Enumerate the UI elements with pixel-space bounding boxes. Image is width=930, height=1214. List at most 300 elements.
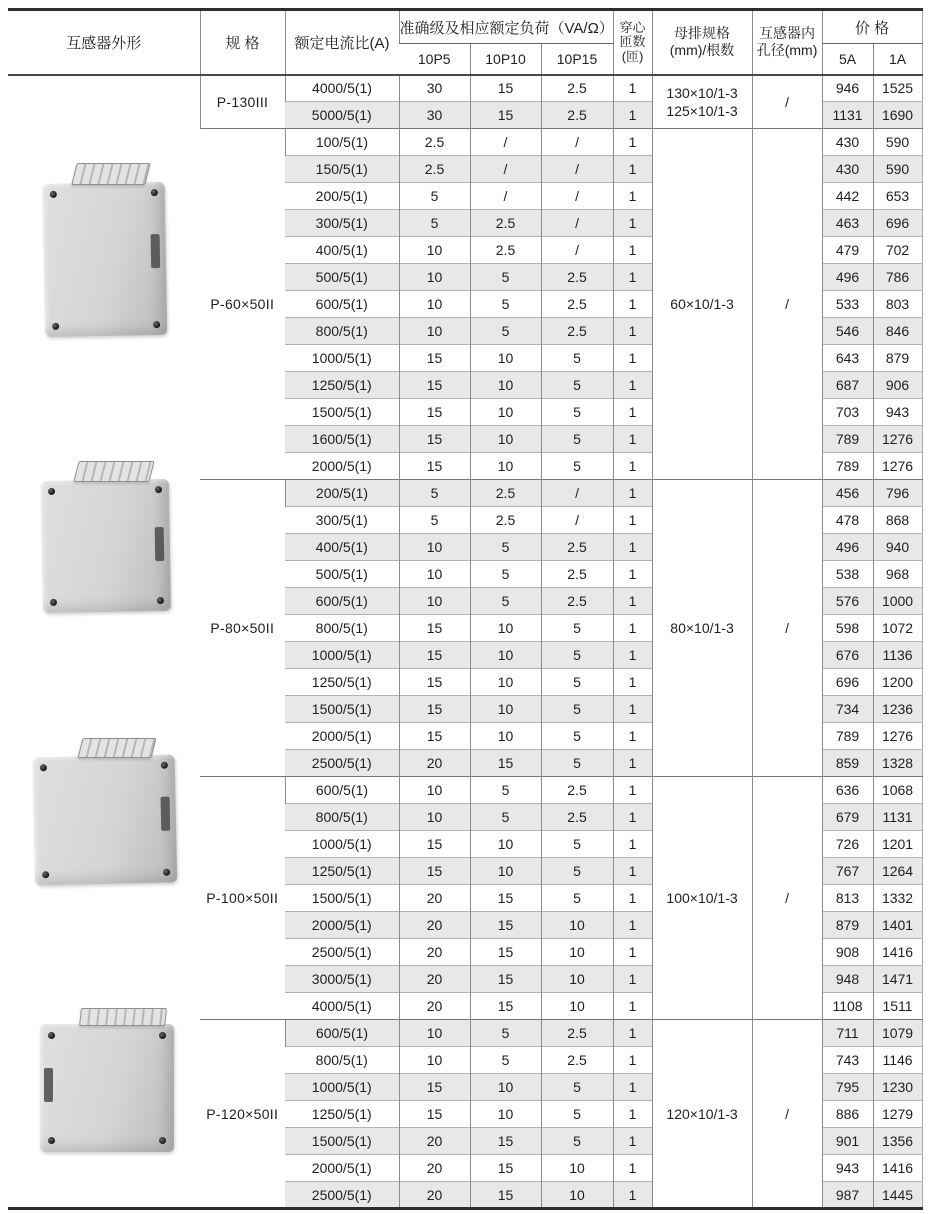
turns-cell: 1 bbox=[613, 1020, 652, 1047]
burden-10p10-cell: 15 bbox=[470, 1155, 541, 1182]
price-1a-cell: 796 bbox=[873, 480, 922, 507]
ratio-cell: 400/5(1) bbox=[285, 237, 399, 264]
price-5a-cell: 496 bbox=[822, 534, 873, 561]
burden-10p5-cell: 15 bbox=[399, 1074, 470, 1101]
burden-10p10-cell: 5 bbox=[470, 561, 541, 588]
spec-cell: P-100×50II bbox=[200, 777, 285, 1020]
burden-10p5-cell: 15 bbox=[399, 426, 470, 453]
ratio-cell: 150/5(1) bbox=[285, 156, 399, 183]
burden-10p15-cell: / bbox=[541, 210, 613, 237]
screw-icon bbox=[163, 868, 170, 875]
burden-10p5-cell: 20 bbox=[399, 885, 470, 912]
bore-cell: / bbox=[752, 777, 822, 1020]
price-1a-cell: 1079 bbox=[873, 1020, 922, 1047]
price-5a-cell: 987 bbox=[822, 1182, 873, 1209]
price-5a-cell: 430 bbox=[822, 129, 873, 156]
burden-10p10-cell: 10 bbox=[470, 615, 541, 642]
col-header-busbar bbox=[652, 10, 752, 75]
burden-10p10-cell: 15 bbox=[470, 939, 541, 966]
turns-cell: 1 bbox=[613, 1101, 652, 1128]
burden-10p5-cell: 15 bbox=[399, 1101, 470, 1128]
burden-10p5-cell: 5 bbox=[399, 480, 470, 507]
screw-icon bbox=[50, 598, 57, 605]
turns-cell: 1 bbox=[613, 858, 652, 885]
burden-10p10-cell: 5 bbox=[470, 264, 541, 291]
price-1a-cell: 1511 bbox=[873, 993, 922, 1020]
col-header-turns-line2: 匝数 bbox=[619, 34, 646, 49]
bore-cell: / bbox=[752, 1020, 822, 1209]
burden-10p5-cell: 15 bbox=[399, 615, 470, 642]
ratio-cell: 1000/5(1) bbox=[285, 642, 399, 669]
ratio-cell: 800/5(1) bbox=[285, 804, 399, 831]
screw-icon bbox=[155, 486, 162, 493]
turns-cell: 1 bbox=[613, 966, 652, 993]
turns-cell: 1 bbox=[613, 534, 652, 561]
col-header-price-group: 价 格 bbox=[822, 10, 922, 44]
screw-icon bbox=[52, 322, 59, 329]
price-1a-cell: 1416 bbox=[873, 1155, 922, 1182]
col-header-turns-line1: 穿心 bbox=[619, 19, 646, 35]
bore-cell: / bbox=[752, 129, 822, 480]
screw-icon bbox=[159, 1137, 166, 1144]
ratio-cell: 600/5(1) bbox=[285, 1020, 399, 1047]
burden-10p5-cell: 10 bbox=[399, 561, 470, 588]
price-1a-cell: 1236 bbox=[873, 696, 922, 723]
busbar-cell bbox=[652, 777, 752, 1020]
price-1a-cell: 1401 bbox=[873, 912, 922, 939]
price-5a-cell: 813 bbox=[822, 885, 873, 912]
burden-10p15-cell: 10 bbox=[541, 939, 613, 966]
ratio-cell: 4000/5(1) bbox=[285, 993, 399, 1020]
price-1a-cell: 1146 bbox=[873, 1047, 922, 1074]
burden-10p15-cell: 2.5 bbox=[541, 534, 613, 561]
ratio-cell: 200/5(1) bbox=[285, 183, 399, 210]
ratio-cell: 100/5(1) bbox=[285, 129, 399, 156]
burden-10p10-cell: 5 bbox=[470, 588, 541, 615]
side-label-icon bbox=[161, 796, 171, 830]
ratio-cell: 1250/5(1) bbox=[285, 372, 399, 399]
ratio-cell: 800/5(1) bbox=[285, 318, 399, 345]
ratio-cell: 5000/5(1) bbox=[285, 102, 399, 129]
price-5a-cell: 734 bbox=[822, 696, 873, 723]
price-1a-cell: 1072 bbox=[873, 615, 922, 642]
turns-cell: 1 bbox=[613, 75, 652, 102]
busbar-cell bbox=[652, 75, 752, 129]
turns-cell: 1 bbox=[613, 885, 652, 912]
turns-cell: 1 bbox=[613, 1128, 652, 1155]
price-5a-cell: 456 bbox=[822, 480, 873, 507]
busbar-line: 125×10/1-3 bbox=[666, 102, 738, 119]
terminal-block-icon bbox=[71, 163, 150, 185]
price-5a-cell: 908 bbox=[822, 939, 873, 966]
price-1a-cell: 1525 bbox=[873, 75, 922, 102]
turns-cell: 1 bbox=[613, 642, 652, 669]
busbar-cell bbox=[652, 480, 752, 777]
side-label-icon bbox=[155, 526, 165, 560]
price-5a-cell: 886 bbox=[822, 1101, 873, 1128]
price-5a-cell: 943 bbox=[822, 1155, 873, 1182]
price-1a-cell: 1445 bbox=[873, 1182, 922, 1209]
ratio-cell: 1250/5(1) bbox=[285, 1101, 399, 1128]
burden-10p15-cell: 5 bbox=[541, 750, 613, 777]
price-5a-cell: 879 bbox=[822, 912, 873, 939]
turns-cell: 1 bbox=[613, 723, 652, 750]
bore-cell: / bbox=[752, 75, 822, 129]
col-header-busbar-line2: (mm)/根数 bbox=[669, 42, 735, 59]
burden-10p10-cell: 5 bbox=[470, 534, 541, 561]
burden-10p5-cell: 15 bbox=[399, 399, 470, 426]
spec-cell: P-130III bbox=[200, 75, 285, 129]
screw-icon bbox=[157, 596, 164, 603]
burden-10p10-cell: 15 bbox=[470, 1128, 541, 1155]
burden-10p5-cell: 5 bbox=[399, 210, 470, 237]
burden-10p10-cell: 15 bbox=[470, 750, 541, 777]
price-5a-cell: 533 bbox=[822, 291, 873, 318]
burden-10p10-cell: 2.5 bbox=[470, 210, 541, 237]
price-1a-cell: 786 bbox=[873, 264, 922, 291]
turns-cell: 1 bbox=[613, 453, 652, 480]
burden-10p15-cell: 5 bbox=[541, 885, 613, 912]
burden-10p15-cell: 5 bbox=[541, 1074, 613, 1101]
price-1a-cell: 702 bbox=[873, 237, 922, 264]
transformer-photo-p60 bbox=[44, 163, 166, 336]
busbar-line: 100×10/1-3 bbox=[666, 890, 738, 906]
col-header-bore-line2: 孔径(mm) bbox=[756, 42, 818, 59]
price-1a-cell: 943 bbox=[873, 399, 922, 426]
turns-cell: 1 bbox=[613, 156, 652, 183]
turns-cell: 1 bbox=[613, 561, 652, 588]
burden-10p15-cell: 5 bbox=[541, 372, 613, 399]
ratio-cell: 3000/5(1) bbox=[285, 966, 399, 993]
price-5a-cell: 859 bbox=[822, 750, 873, 777]
turns-cell: 1 bbox=[613, 1155, 652, 1182]
turns-cell: 1 bbox=[613, 831, 652, 858]
burden-10p5-cell: 10 bbox=[399, 264, 470, 291]
price-1a-cell: 1000 bbox=[873, 588, 922, 615]
price-5a-cell: 687 bbox=[822, 372, 873, 399]
turns-cell: 1 bbox=[613, 615, 652, 642]
screw-icon bbox=[48, 487, 55, 494]
price-1a-cell: 1332 bbox=[873, 885, 922, 912]
burden-10p15-cell: 5 bbox=[541, 723, 613, 750]
turns-cell: 1 bbox=[613, 1047, 652, 1074]
burden-10p10-cell: / bbox=[470, 156, 541, 183]
price-1a-cell: 906 bbox=[873, 372, 922, 399]
burden-10p5-cell: 10 bbox=[399, 777, 470, 804]
turns-cell: 1 bbox=[613, 372, 652, 399]
ratio-cell: 1600/5(1) bbox=[285, 426, 399, 453]
turns-cell: 1 bbox=[613, 291, 652, 318]
burden-10p15-cell: 10 bbox=[541, 966, 613, 993]
burden-10p15-cell: 2.5 bbox=[541, 102, 613, 129]
price-1a-cell: 1201 bbox=[873, 831, 922, 858]
price-1a-cell: 1068 bbox=[873, 777, 922, 804]
burden-10p5-cell: 15 bbox=[399, 723, 470, 750]
screw-icon bbox=[159, 1032, 166, 1039]
price-1a-cell: 1131 bbox=[873, 804, 922, 831]
col-header-5a: 5A bbox=[822, 44, 873, 75]
side-label-icon bbox=[151, 234, 161, 268]
ratio-cell: 300/5(1) bbox=[285, 210, 399, 237]
burden-10p5-cell: 30 bbox=[399, 75, 470, 102]
burden-10p5-cell: 20 bbox=[399, 1155, 470, 1182]
burden-10p15-cell: 2.5 bbox=[541, 804, 613, 831]
ratio-cell: 2500/5(1) bbox=[285, 939, 399, 966]
burden-10p5-cell: 10 bbox=[399, 588, 470, 615]
price-5a-cell: 463 bbox=[822, 210, 873, 237]
ratio-cell: 1500/5(1) bbox=[285, 1128, 399, 1155]
col-header-ratio: 额定电流比(A) bbox=[285, 10, 399, 75]
ratio-cell: 1500/5(1) bbox=[285, 696, 399, 723]
ratio-cell: 400/5(1) bbox=[285, 534, 399, 561]
col-header-busbar-line1: 母排规格 bbox=[674, 25, 731, 42]
col-header-10p10: 10P10 bbox=[470, 44, 541, 75]
ct-spec-price-table bbox=[8, 8, 923, 1210]
burden-10p15-cell: 5 bbox=[541, 1128, 613, 1155]
burden-10p15-cell: 10 bbox=[541, 1155, 613, 1182]
burden-10p15-cell: 2.5 bbox=[541, 75, 613, 102]
col-header-accuracy-group: 准确级及相应额定负荷（VA/Ω） bbox=[399, 10, 613, 44]
burden-10p10-cell: 2.5 bbox=[470, 480, 541, 507]
burden-10p5-cell: 2.5 bbox=[399, 129, 470, 156]
burden-10p10-cell: 15 bbox=[470, 75, 541, 102]
price-1a-cell: 940 bbox=[873, 534, 922, 561]
ratio-cell: 1500/5(1) bbox=[285, 399, 399, 426]
price-5a-cell: 679 bbox=[822, 804, 873, 831]
turns-cell: 1 bbox=[613, 426, 652, 453]
ratio-cell: 2000/5(1) bbox=[285, 1155, 399, 1182]
burden-10p15-cell: 5 bbox=[541, 399, 613, 426]
price-5a-cell: 703 bbox=[822, 399, 873, 426]
burden-10p15-cell: 5 bbox=[541, 1101, 613, 1128]
burden-10p5-cell: 15 bbox=[399, 831, 470, 858]
burden-10p10-cell: 15 bbox=[470, 1182, 541, 1209]
ratio-cell: 2000/5(1) bbox=[285, 723, 399, 750]
busbar-line: 130×10/1-3 bbox=[666, 84, 738, 101]
burden-10p15-cell: / bbox=[541, 507, 613, 534]
turns-cell: 1 bbox=[613, 696, 652, 723]
burden-10p10-cell: 10 bbox=[470, 669, 541, 696]
price-1a-cell: 846 bbox=[873, 318, 922, 345]
price-1a-cell: 1356 bbox=[873, 1128, 922, 1155]
screw-icon bbox=[42, 871, 49, 878]
burden-10p15-cell: 5 bbox=[541, 669, 613, 696]
turns-cell: 1 bbox=[613, 939, 652, 966]
bore-cell: / bbox=[752, 480, 822, 777]
burden-10p5-cell: 10 bbox=[399, 291, 470, 318]
burden-10p10-cell: 15 bbox=[470, 102, 541, 129]
burden-10p15-cell: 2.5 bbox=[541, 291, 613, 318]
burden-10p15-cell: 10 bbox=[541, 1182, 613, 1209]
burden-10p15-cell: / bbox=[541, 183, 613, 210]
burden-10p5-cell: 15 bbox=[399, 696, 470, 723]
col-header-appearance: 互感器外形 bbox=[8, 10, 200, 75]
transformer-body bbox=[40, 1024, 174, 1152]
ratio-cell: 2500/5(1) bbox=[285, 1182, 399, 1209]
burden-10p10-cell: 10 bbox=[470, 399, 541, 426]
col-header-bore bbox=[752, 10, 822, 75]
price-5a-cell: 795 bbox=[822, 1074, 873, 1101]
ratio-cell: 2000/5(1) bbox=[285, 453, 399, 480]
price-5a-cell: 442 bbox=[822, 183, 873, 210]
burden-10p5-cell: 10 bbox=[399, 318, 470, 345]
screw-icon bbox=[151, 189, 158, 196]
busbar-line: 60×10/1-3 bbox=[670, 296, 734, 312]
price-1a-cell: 1276 bbox=[873, 453, 922, 480]
burden-10p5-cell: 10 bbox=[399, 1020, 470, 1047]
turns-cell: 1 bbox=[613, 480, 652, 507]
burden-10p15-cell: 2.5 bbox=[541, 264, 613, 291]
burden-10p15-cell: 10 bbox=[541, 993, 613, 1020]
burden-10p5-cell: 15 bbox=[399, 858, 470, 885]
turns-cell: 1 bbox=[613, 399, 652, 426]
ratio-cell: 800/5(1) bbox=[285, 615, 399, 642]
price-1a-cell: 1471 bbox=[873, 966, 922, 993]
burden-10p15-cell: 5 bbox=[541, 696, 613, 723]
burden-10p10-cell: 5 bbox=[470, 777, 541, 804]
price-1a-cell: 868 bbox=[873, 507, 922, 534]
burden-10p15-cell: 5 bbox=[541, 831, 613, 858]
ratio-cell: 800/5(1) bbox=[285, 1047, 399, 1074]
price-1a-cell: 1279 bbox=[873, 1101, 922, 1128]
ratio-cell: 1500/5(1) bbox=[285, 885, 399, 912]
burden-10p5-cell: 10 bbox=[399, 237, 470, 264]
price-5a-cell: 696 bbox=[822, 669, 873, 696]
burden-10p10-cell: 10 bbox=[470, 1101, 541, 1128]
burden-10p10-cell: 15 bbox=[470, 885, 541, 912]
burden-10p10-cell: 10 bbox=[470, 858, 541, 885]
price-1a-cell: 653 bbox=[873, 183, 922, 210]
price-5a-cell: 789 bbox=[822, 453, 873, 480]
ratio-cell: 600/5(1) bbox=[285, 291, 399, 318]
burden-10p5-cell: 20 bbox=[399, 912, 470, 939]
turns-cell: 1 bbox=[613, 318, 652, 345]
col-header-10p15: 10P15 bbox=[541, 44, 613, 75]
burden-10p5-cell: 15 bbox=[399, 372, 470, 399]
price-1a-cell: 1690 bbox=[873, 102, 922, 129]
price-5a-cell: 546 bbox=[822, 318, 873, 345]
burden-10p15-cell: 5 bbox=[541, 615, 613, 642]
busbar-cell bbox=[652, 129, 752, 480]
price-1a-cell: 879 bbox=[873, 345, 922, 372]
price-5a-cell: 946 bbox=[822, 75, 873, 102]
price-5a-cell: 576 bbox=[822, 588, 873, 615]
burden-10p10-cell: 2.5 bbox=[470, 237, 541, 264]
price-5a-cell: 1108 bbox=[822, 993, 873, 1020]
burden-10p5-cell: 15 bbox=[399, 345, 470, 372]
burden-10p5-cell: 20 bbox=[399, 939, 470, 966]
transformer-body bbox=[33, 754, 178, 885]
turns-cell: 1 bbox=[613, 750, 652, 777]
burden-10p10-cell: 5 bbox=[470, 291, 541, 318]
ratio-cell: 2000/5(1) bbox=[285, 912, 399, 939]
burden-10p5-cell: 20 bbox=[399, 1128, 470, 1155]
burden-10p10-cell: 5 bbox=[470, 804, 541, 831]
screw-icon bbox=[50, 190, 57, 197]
burden-10p5-cell: 10 bbox=[399, 534, 470, 561]
burden-10p5-cell: 15 bbox=[399, 453, 470, 480]
price-5a-cell: 643 bbox=[822, 345, 873, 372]
burden-10p10-cell: / bbox=[470, 129, 541, 156]
burden-10p10-cell: 2.5 bbox=[470, 507, 541, 534]
burden-10p10-cell: 15 bbox=[470, 993, 541, 1020]
burden-10p10-cell: 10 bbox=[470, 831, 541, 858]
price-1a-cell: 590 bbox=[873, 129, 922, 156]
burden-10p10-cell: 5 bbox=[470, 1020, 541, 1047]
turns-cell: 1 bbox=[613, 777, 652, 804]
turns-cell: 1 bbox=[613, 1074, 652, 1101]
price-1a-cell: 1328 bbox=[873, 750, 922, 777]
burden-10p15-cell: 5 bbox=[541, 426, 613, 453]
burden-10p10-cell: / bbox=[470, 183, 541, 210]
price-5a-cell: 789 bbox=[822, 426, 873, 453]
price-5a-cell: 538 bbox=[822, 561, 873, 588]
price-5a-cell: 948 bbox=[822, 966, 873, 993]
screw-icon bbox=[153, 321, 160, 328]
burden-10p10-cell: 15 bbox=[470, 912, 541, 939]
burden-10p15-cell: 2.5 bbox=[541, 1047, 613, 1074]
transformer-photo-stack bbox=[8, 76, 200, 1208]
burden-10p10-cell: 10 bbox=[470, 345, 541, 372]
screw-icon bbox=[161, 761, 168, 768]
col-header-turns bbox=[613, 10, 652, 75]
price-1a-cell: 803 bbox=[873, 291, 922, 318]
ratio-cell: 600/5(1) bbox=[285, 588, 399, 615]
ratio-cell: 1250/5(1) bbox=[285, 669, 399, 696]
transformer-photo-p100 bbox=[34, 738, 176, 884]
turns-cell: 1 bbox=[613, 993, 652, 1020]
screw-icon bbox=[48, 1137, 55, 1144]
burden-10p15-cell: 5 bbox=[541, 345, 613, 372]
price-1a-cell: 1136 bbox=[873, 642, 922, 669]
terminal-block-icon bbox=[78, 738, 157, 758]
price-5a-cell: 479 bbox=[822, 237, 873, 264]
burden-10p10-cell: 10 bbox=[470, 696, 541, 723]
price-5a-cell: 430 bbox=[822, 156, 873, 183]
burden-10p15-cell: 2.5 bbox=[541, 318, 613, 345]
price-5a-cell: 743 bbox=[822, 1047, 873, 1074]
burden-10p10-cell: 10 bbox=[470, 1074, 541, 1101]
burden-10p15-cell: / bbox=[541, 129, 613, 156]
turns-cell: 1 bbox=[613, 669, 652, 696]
price-1a-cell: 1276 bbox=[873, 426, 922, 453]
col-header-bore-line1: 互感器内 bbox=[759, 25, 816, 42]
ratio-cell: 300/5(1) bbox=[285, 507, 399, 534]
burden-10p10-cell: 15 bbox=[470, 966, 541, 993]
burden-10p15-cell: 2.5 bbox=[541, 561, 613, 588]
price-5a-cell: 901 bbox=[822, 1128, 873, 1155]
price-1a-cell: 1264 bbox=[873, 858, 922, 885]
price-5a-cell: 478 bbox=[822, 507, 873, 534]
terminal-block-icon bbox=[79, 1008, 167, 1026]
burden-10p10-cell: 5 bbox=[470, 318, 541, 345]
price-1a-cell: 968 bbox=[873, 561, 922, 588]
col-header-10p5: 10P5 bbox=[399, 44, 470, 75]
ratio-cell: 1250/5(1) bbox=[285, 858, 399, 885]
price-5a-cell: 789 bbox=[822, 723, 873, 750]
side-label-icon bbox=[44, 1068, 53, 1102]
burden-10p15-cell: 5 bbox=[541, 858, 613, 885]
screw-icon bbox=[48, 1032, 55, 1039]
table-row bbox=[8, 75, 922, 102]
burden-10p10-cell: 10 bbox=[470, 426, 541, 453]
turns-cell: 1 bbox=[613, 912, 652, 939]
turns-cell: 1 bbox=[613, 129, 652, 156]
price-1a-cell: 696 bbox=[873, 210, 922, 237]
burden-10p10-cell: 10 bbox=[470, 723, 541, 750]
burden-10p15-cell: / bbox=[541, 480, 613, 507]
col-header-spec: 规 格 bbox=[200, 10, 285, 75]
